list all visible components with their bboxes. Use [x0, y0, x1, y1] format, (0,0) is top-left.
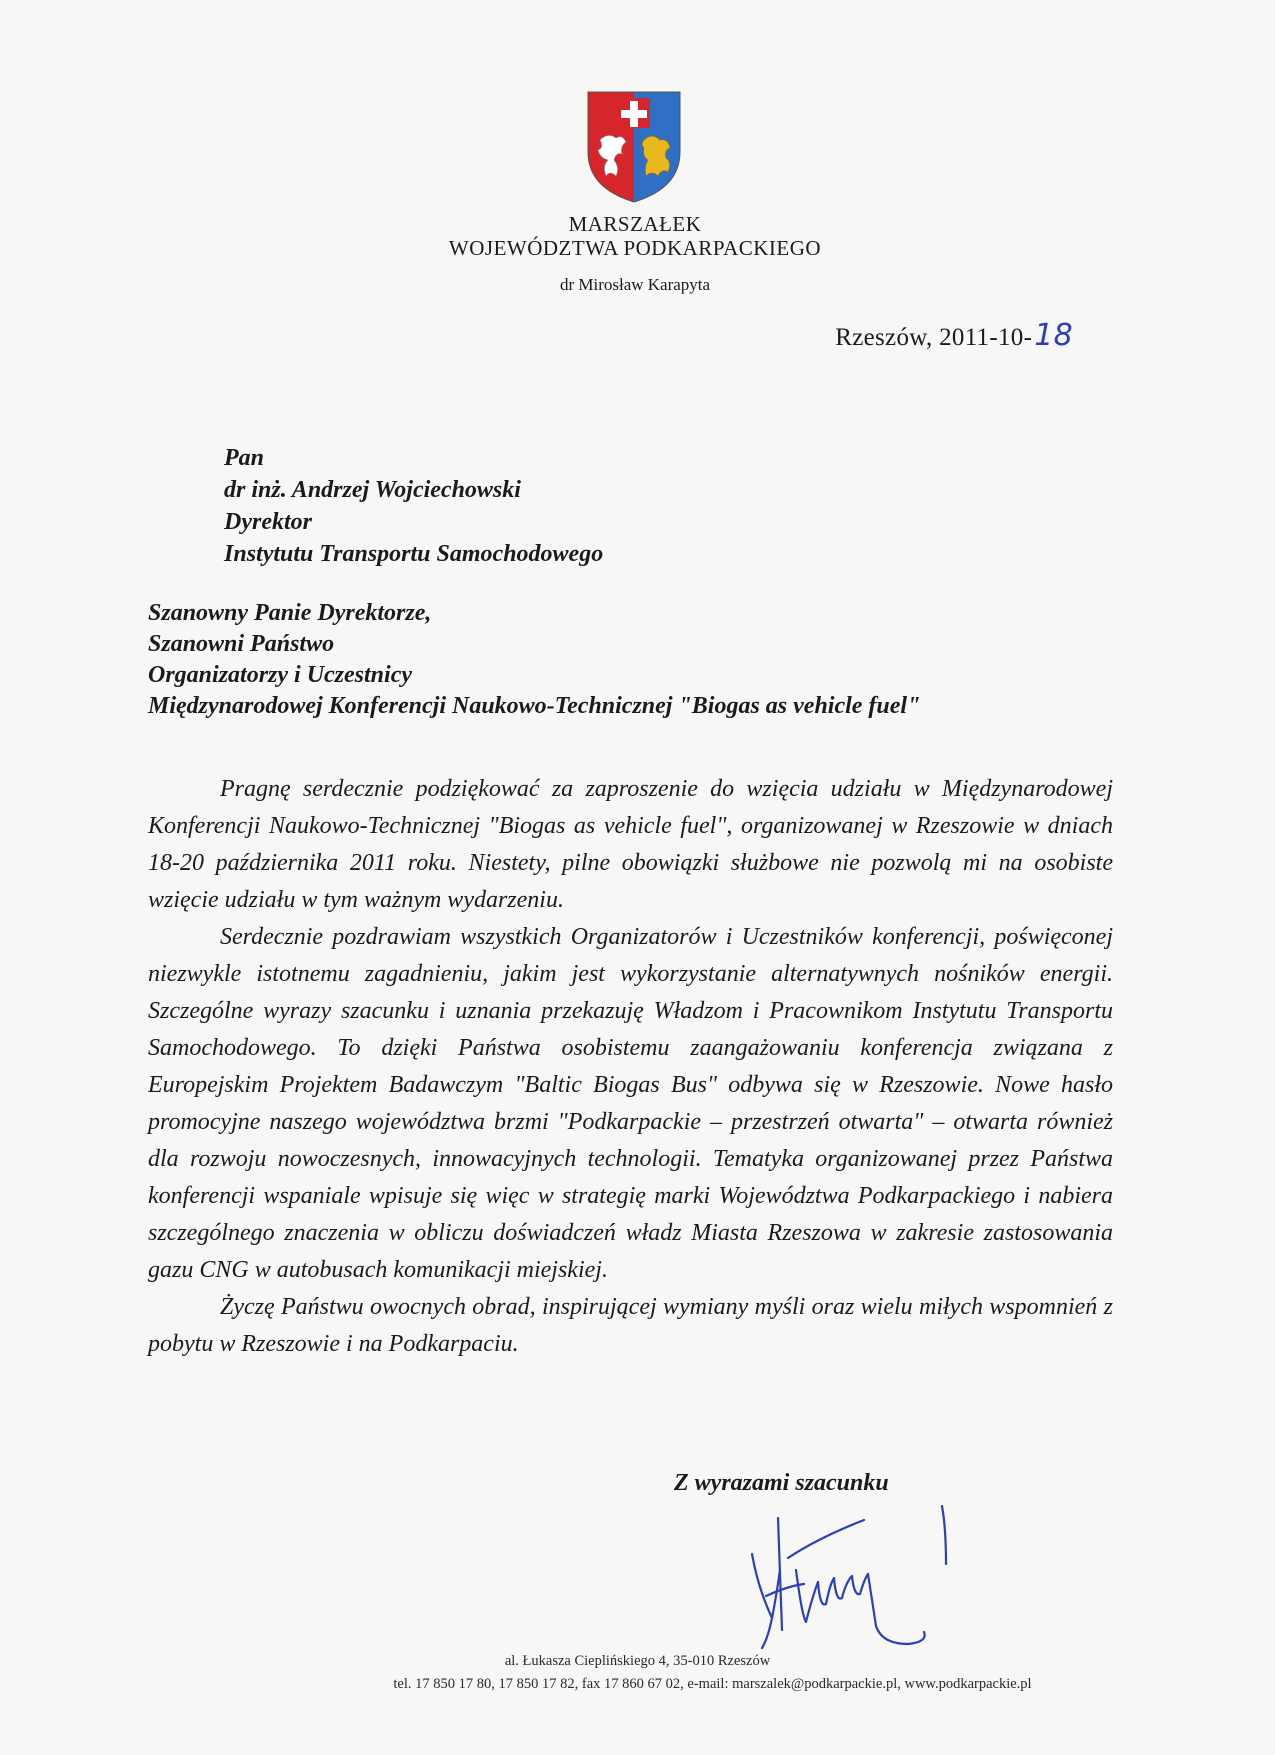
letterhead-title-line-1: MARSZAŁEK — [568, 212, 702, 236]
recipient-line: Dyrektor — [224, 509, 312, 535]
letter-body — [148, 771, 1113, 1363]
body-paragraph: Pragnę serdecznie podziękować za zaproszenie do wzięcia udziału w Międzynarodowej Konferencji Naukowo-Technicznej "Biogas as vehicle fuel", organizowanej w Rzeszowie w dniach 18-20 października 2011 roku. Niestety, pilne obowiązki służbowe nie pozwolą mi na osobiste wzięcie udziału w tym ważnym wydarzeniu. — [148, 776, 1113, 913]
footer-contact: tel. 17 850 17 80, 17 850 17 82, fax 17 860 67 02, e-mail: marszalek@podkarpackie.pl, www.podkarpackie.pl — [393, 1676, 1032, 1692]
body-paragraph: Serdecznie pozdrawiam wszystkich Organizatorów i Uczestników konferencji, poświęconej niezwykle istotnemu zagadnieniu, jakim jest wykorzystanie alternatywnych nośników energii. Szczególne wyrazy szacunku i uznania przekazuję Władzom i Pracownikom Instytutu Transportu Samochodowego. To dzięki Państwa osobistemu zaangażowaniu konferencja związana z Europejskim Projektem Badawczym "Baltic Biogas Bus" odbywa się w Rzeszowie. Nowe hasło promocyjne naszego województwa brzmi "Podkarpackie – przestrzeń otwarta" – otwarta również dla rozwoju nowoczesnych, innowacyjnych technologii. Tematyka organizowanej przez Państwa konferencji wspaniale wpisuje się więc w strategię marki Województwa Podkarpackiego i nabiera szczególnego znaczenia w obliczu doświadczeń władz Miasta Rzeszowa w zakresie zastosowania gazu CNG w autobusach komunikacji miejskiej. — [148, 924, 1113, 1283]
date-printed: Rzeszów, 2011-10- — [835, 324, 1033, 351]
closing-phrase: Z wyrazami szacunku — [674, 1470, 889, 1496]
coat-of-arms-icon — [586, 90, 682, 204]
salutation-block — [148, 598, 920, 722]
letterhead-name: dr Mirosław Karapyta — [559, 275, 711, 294]
salutation-line: Międzynarodowej Konferencji Naukowo-Technicznej "Biogas as vehicle fuel" — [148, 693, 921, 719]
letterhead — [0, 212, 1270, 296]
letter-footer — [0, 1650, 1275, 1696]
salutation-line: Organizatorzy i Uczestnicy — [148, 662, 412, 688]
signature-icon — [748, 1498, 968, 1658]
letter-date — [835, 318, 1073, 353]
recipient-line: Instytutu Transportu Samochodowego — [224, 541, 604, 567]
salutation-line: Szanowny Panie Dyrektorze, — [148, 600, 432, 626]
recipient-line: Pan — [224, 445, 265, 471]
body-paragraph: Życzę Państwu owocnych obrad, inspirującej wymiany myśli oraz wielu miłych wspomnień z pobytu w Rzeszowie i na Podkarpaciu. — [148, 1294, 1113, 1357]
recipient-line: dr inż. Andrzej Wojciechowski — [224, 477, 521, 503]
letterhead-title-line-2: WOJEWÓDZTWA PODKARPACKIEGO — [448, 236, 822, 260]
recipient-block — [224, 442, 603, 570]
footer-address: al. Łukasza Cieplińskiego 4, 35-010 Rzeszów — [504, 1653, 771, 1669]
date-handwritten-day: 18 — [1034, 318, 1073, 353]
salutation-line: Szanowni Państwo — [148, 631, 335, 657]
